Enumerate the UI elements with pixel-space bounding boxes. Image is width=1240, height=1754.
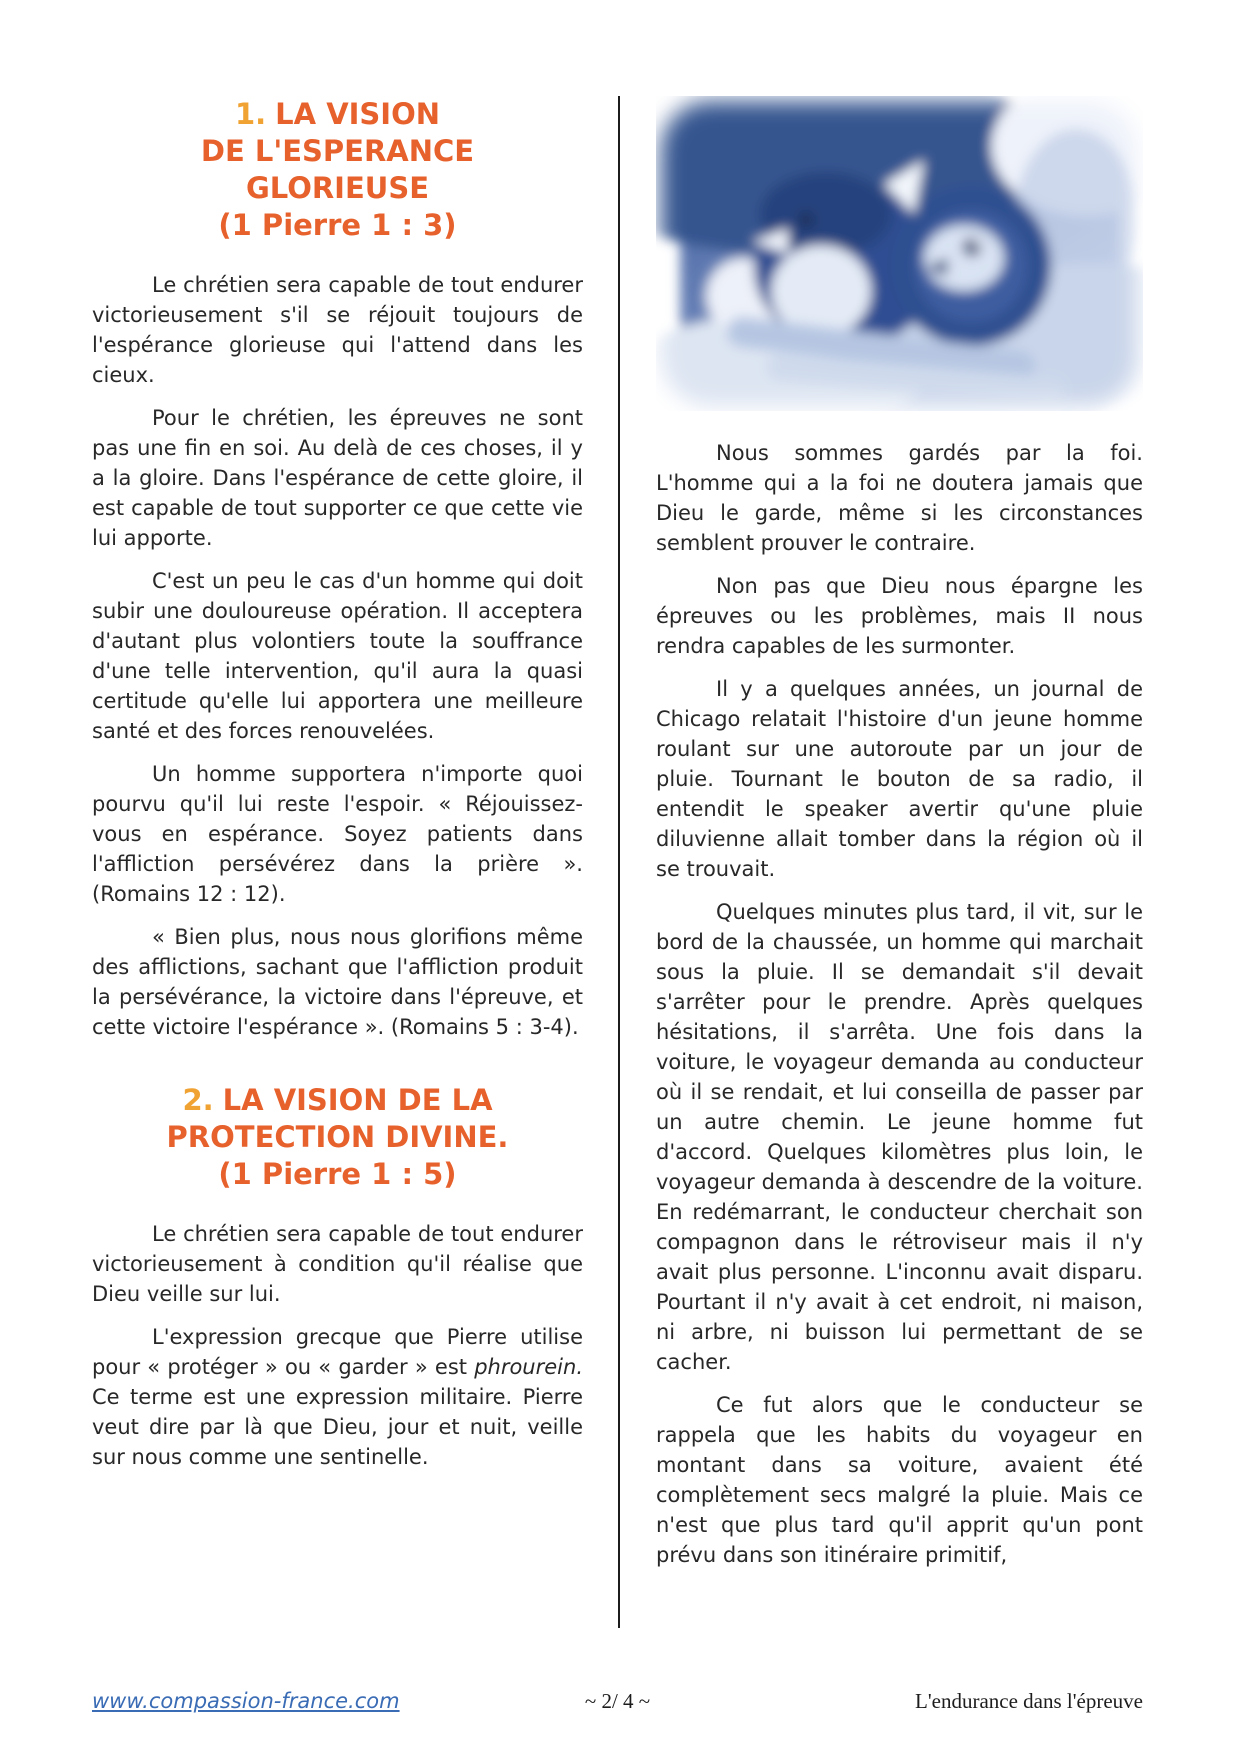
right-column [656, 96, 1143, 1628]
section-1-title-part: LA VISION [275, 97, 441, 131]
section-1-heading-line-3: GLORIEUSE [245, 171, 430, 205]
body-paragraph: Nous sommes gardés par la foi. L'homme qui a la foi ne doutera jamais que Dieu le garde, même si les circonstances semblent prouver le contraire. [656, 441, 1143, 555]
footer-url-link[interactable]: www.compassion-france.com [92, 1689, 400, 1713]
section-1-heading-line-1 [92, 96, 583, 133]
body-paragraph: C'est un peu le cas d'un homme qui doit subir une douloureuse opération. Il acceptera d'autant plus volontiers toute la souffrance d'une telle intervention, qu'il aura la quasi certitude qu'elle lui apportera une meilleure santé et des forces renouvelées. [92, 569, 583, 743]
chicks-in-hand-photo [656, 96, 1143, 411]
column-divider-rule [618, 96, 620, 1628]
body-paragraph: Le chrétien sera capable de tout endurer victorieusement s'il se réjouit toujours de l'espérance glorieuse qui l'attend dans les cieux. [92, 273, 583, 387]
paragraph-text: L'expression grecque que Pierre utilise pour « protéger » ou « garder » est [92, 1325, 583, 1379]
section-2-heading-line-2: PROTECTION DIVINE. [166, 1120, 509, 1154]
page-content [92, 96, 1143, 1628]
body-paragraph [92, 1322, 583, 1472]
body-paragraph: Quelques minutes plus tard, il vit, sur le bord de la chaussée, un homme qui marchait sous la pluie. Il se demandait s'il devait s'arrêter pour le prendre. Après quelques hésitations, il s'arrêta. Une fois dans la voiture, le voyageur demanda au conducteur où il se rendait, et lui conseilla de passer par un autre chemin. Le jeune homme fut d'accord. Quelques kilomètres plus loin, le voyageur demanda à descendre de la voiture. En redémarrant, le conducteur cherchait son compagnon dans le rétroviseur mais il n'y avait plus personne. L'inconnu avait disparu. Pourtant il n'y avait à cet endroit, ni maison, ni arbre, ni buisson lui permettant de se cacher. [656, 900, 1143, 1374]
footer-document-title: L'endurance dans l'épreuve [915, 1689, 1143, 1713]
body-paragraph: Le chrétien sera capable de tout endurer victorieusement à condition qu'il réalise que Dieu veille sur lui. [92, 1222, 583, 1306]
body-paragraph: Pour le chrétien, les épreuves ne sont pas une fin en soi. Au delà de ces choses, il y a la gloire. Dans l'espérance de cette gloire, il est capable de tout supporter ce que cette vie lui apporte. [92, 406, 583, 550]
greek-term-italic: phrourein. [474, 1355, 583, 1379]
section-2-heading [92, 1082, 583, 1193]
section-2-scripture-reference: (1 Pierre 1 : 5) [218, 1157, 457, 1191]
section-1-heading [92, 96, 583, 244]
footer [92, 1689, 1143, 1714]
section-1-number: 1. [234, 97, 267, 131]
paragraph-text: Ce terme est une expression militaire. Pierre veut dire par là que Dieu, jour et nuit, veille sur nous comme une sentinelle. [92, 1385, 583, 1469]
section-1-heading-line-2: DE L'ESPERANCE [200, 134, 475, 168]
section-2-heading-line-1 [92, 1082, 583, 1119]
section-1-scripture-reference: (1 Pierre 1 : 3) [218, 208, 457, 242]
page-number-indicator: ~ 2/ 4 ~ [584, 1689, 651, 1713]
body-paragraph: « Bien plus, nous nous glorifions même des afflictions, sachant que l'affliction produit la persévérance, la victoire dans l'épreuve, et cette victoire l'espérance ». (Romains 5 : 3-4). [92, 925, 583, 1039]
left-column [92, 96, 583, 1628]
body-paragraph: Il y a quelques années, un journal de Chicago relatait l'histoire d'un jeune homme roulant sur une autoroute par un jour de pluie. Tournant le bouton de sa radio, il entendit le speaker avertir qu'une pluie diluvienne allait tomber dans la région où il se trouvait. [656, 677, 1143, 881]
section-2-number: 2. [182, 1083, 214, 1117]
body-paragraph: Non pas que Dieu nous épargne les épreuves ou les problèmes, mais II nous rendra capables de les surmonter. [656, 574, 1143, 658]
body-paragraph: Ce fut alors que le conducteur se rappela que les habits du voyageur en montant dans sa voiture, avaient été complètement secs malgré la pluie. Mais ce n'est que plus tard qu'il apprit qu'un pont prévu dans son itinéraire primitif, [656, 1393, 1143, 1567]
body-paragraph: Un homme supportera n'importe quoi pourvu qu'il lui reste l'espoir. « Réjouissez-vous en espérance. Soyez patients dans l'affliction persévérez dans la prière ». (Romains 12 : 12). [92, 762, 583, 906]
section-2-title-part: LA VISION DE LA [222, 1083, 493, 1117]
